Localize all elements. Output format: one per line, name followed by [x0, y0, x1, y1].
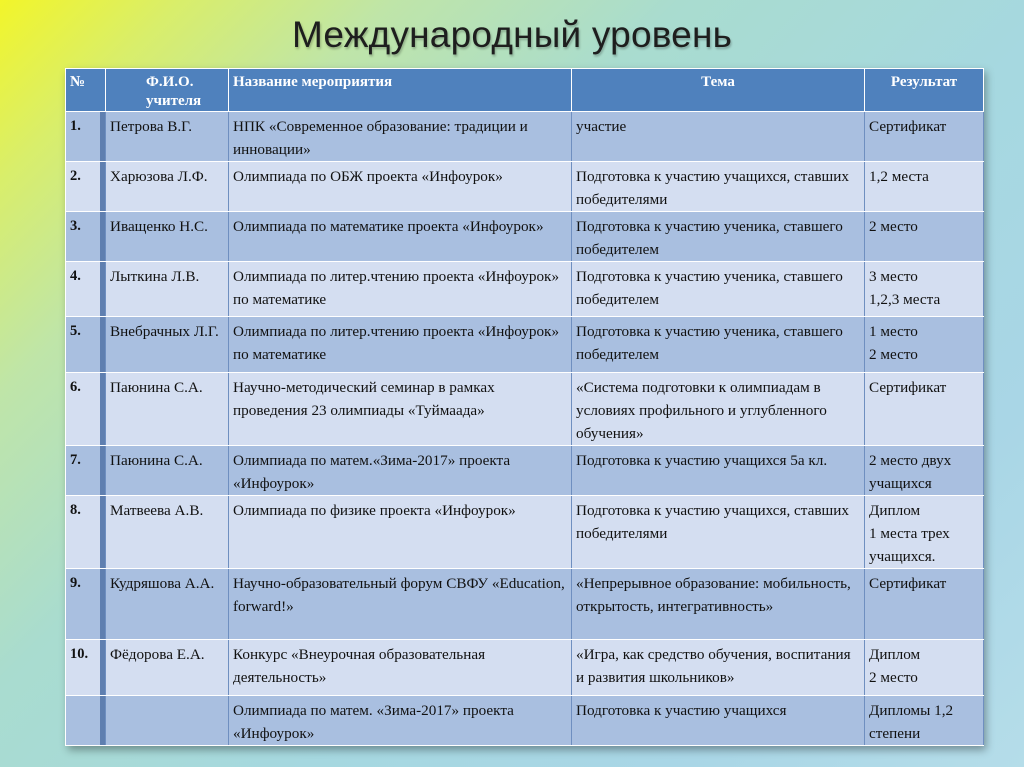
cell-topic: Подготовка к участию ученика, ставшего победителем: [572, 317, 865, 373]
cell-teacher-name: Петрова В.Г.: [106, 112, 229, 162]
cell-teacher-name: Харюзова Л.Ф.: [106, 162, 229, 212]
cell-event-name: Конкурс «Внеурочная образовательная деятельность»: [229, 640, 572, 696]
cell-event-name: Олимпиада по матем. «Зима-2017» проекта «Инфоурок»: [229, 696, 572, 746]
cell-result: Дипломы 1,2 степени: [865, 696, 984, 746]
table-row: [66, 162, 984, 212]
cell-event-name: Олимпиада по математике проекта «Инфоурок»: [229, 212, 572, 262]
table-row: [66, 569, 984, 640]
table-row: [66, 373, 984, 446]
table-row: [66, 317, 984, 373]
cell-number: [66, 696, 106, 746]
cell-topic: Подготовка к участию учащихся, ставших победителями: [572, 496, 865, 569]
cell-number: 10.: [66, 640, 106, 696]
cell-result: 1,2 места: [865, 162, 984, 212]
table-row: [66, 262, 984, 317]
cell-result: 2 место: [865, 212, 984, 262]
cell-result: Диплом 1 места трех учащихся.: [865, 496, 984, 569]
cell-number: 1.: [66, 112, 106, 162]
cell-result: Сертификат: [865, 112, 984, 162]
cell-topic: «Система подготовки к олимпиадам в условиях профильного и углубленного обучения»: [572, 373, 865, 446]
cell-number: 2.: [66, 162, 106, 212]
table-row: [66, 640, 984, 696]
page-title: Международный уровень: [291, 14, 733, 55]
cell-teacher-name: Паюнина С.А.: [106, 446, 229, 496]
cell-topic: Подготовка к участию учащихся: [572, 696, 865, 746]
cell-teacher-name: [106, 696, 229, 746]
cell-event-name: Олимпиада по ОБЖ проекта «Инфоурок»: [229, 162, 572, 212]
cell-event-name: Олимпиада по литер.чтению проекта «Инфоурок» по математике: [229, 262, 572, 317]
cell-number: 5.: [66, 317, 106, 373]
header-result: Результат: [865, 69, 984, 112]
header-event-name: Название мероприятия: [229, 69, 572, 112]
table-row: [66, 496, 984, 569]
cell-teacher-name: Матвеева А.В.: [106, 496, 229, 569]
cell-topic: Подготовка к участию ученика, ставшего победителем: [572, 212, 865, 262]
cell-teacher-name: Фёдорова Е.А.: [106, 640, 229, 696]
cell-result: 3 место 1,2,3 места: [865, 262, 984, 317]
table-body: [66, 112, 984, 746]
cell-event-name: Олимпиада по физике проекта «Инфоурок»: [229, 496, 572, 569]
cell-topic: Подготовка к участию ученика, ставшего победителем: [572, 262, 865, 317]
cell-event-name: Научно-образовательный форум СВФУ «Education, forward!»: [229, 569, 572, 640]
results-table-container: [65, 68, 983, 746]
cell-event-name: НПК «Современное образование: традиции и инновации»: [229, 112, 572, 162]
cell-teacher-name: Лыткина Л.В.: [106, 262, 229, 317]
cell-teacher-name: Иващенко Н.С.: [106, 212, 229, 262]
cell-number: 9.: [66, 569, 106, 640]
results-table: [65, 68, 984, 746]
cell-result: Сертификат: [865, 373, 984, 446]
cell-teacher-name: Кудряшова А.А.: [106, 569, 229, 640]
table-row: [66, 696, 984, 746]
cell-teacher-name: Внебрачных Л.Г.: [106, 317, 229, 373]
cell-topic: «Игра, как средство обучения, воспитания и развития школьников»: [572, 640, 865, 696]
cell-number: 3.: [66, 212, 106, 262]
cell-event-name: Олимпиада по литер.чтению проекта «Инфоурок» по математике: [229, 317, 572, 373]
header-topic: Тема: [572, 69, 865, 112]
table-row: [66, 212, 984, 262]
cell-number: 7.: [66, 446, 106, 496]
cell-topic: «Непрерывное образование: мобильность, открытость, интегративность»: [572, 569, 865, 640]
cell-result: Сертификат: [865, 569, 984, 640]
cell-number: 8.: [66, 496, 106, 569]
table-header-row: [66, 69, 984, 112]
cell-result: 2 место двух учащихся: [865, 446, 984, 496]
cell-result: Диплом 2 место: [865, 640, 984, 696]
cell-topic: Подготовка к участию учащихся, ставших победителями: [572, 162, 865, 212]
cell-topic: Подготовка к участию учащихся 5а кл.: [572, 446, 865, 496]
table-row: [66, 446, 984, 496]
cell-result: 1 место 2 место: [865, 317, 984, 373]
header-teacher-name: Ф.И.О. учителя: [106, 69, 229, 112]
cell-number: 6.: [66, 373, 106, 446]
cell-event-name: Научно-методический семинар в рамках проведения 23 олимпиады «Туймаада»: [229, 373, 572, 446]
cell-number: 4.: [66, 262, 106, 317]
table-row: [66, 112, 984, 162]
header-number: №: [66, 69, 106, 112]
cell-topic: участие: [572, 112, 865, 162]
cell-teacher-name: Паюнина С.А.: [106, 373, 229, 446]
cell-event-name: Олимпиада по матем.«Зима-2017» проекта «Инфоурок»: [229, 446, 572, 496]
